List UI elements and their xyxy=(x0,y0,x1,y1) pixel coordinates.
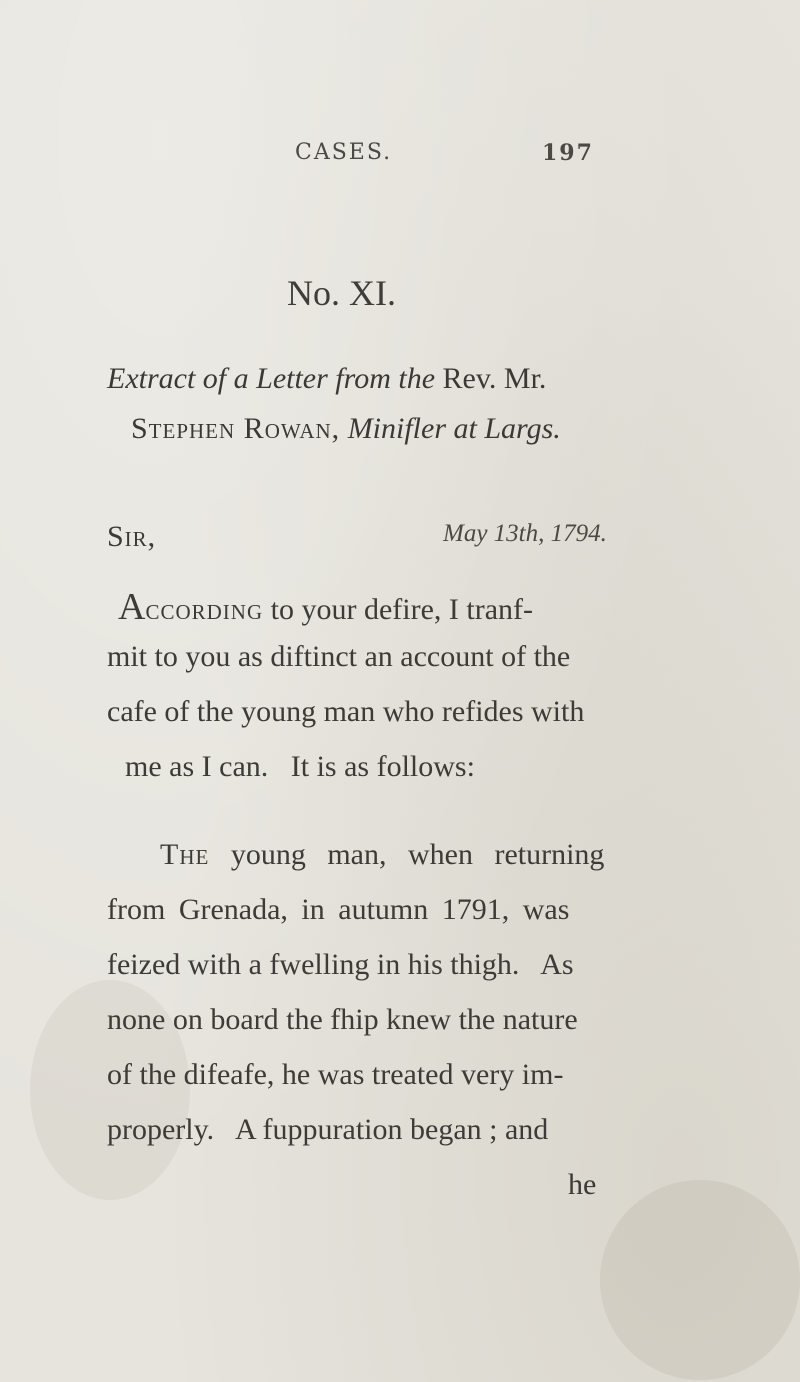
paragraph-2-line-2: from Grenada, in autumn 1791, was xyxy=(107,893,570,926)
paragraph-1-line-4: me as I can. It is as follows: xyxy=(125,750,475,783)
paragraph-2-line-5: of the difeafe, he was treated very im- xyxy=(107,1058,564,1091)
salutation: Sir, xyxy=(107,520,157,553)
paragraph-2-line-3: feized with a fwelling in his thigh. As xyxy=(107,948,574,981)
heading-line-1 xyxy=(107,362,546,396)
line-text: to your defire, I tranf- xyxy=(270,593,534,626)
author-name: Stephen Rowan, xyxy=(131,412,341,445)
case-number: No. XI. xyxy=(287,273,396,313)
heading-italic-text: Extract of a Letter from the xyxy=(107,362,436,395)
line-text: young man, when returning xyxy=(230,838,605,871)
paragraph-1-line-3: cafe of the young man who refides with xyxy=(107,695,585,728)
paragraph-2-line-6: properly. A fuppuration began ; and xyxy=(107,1113,549,1146)
drop-letter: A xyxy=(118,586,146,628)
paragraph-1-line-1 xyxy=(118,585,533,629)
paragraph-2-line-4: none on board the fhip knew the nature xyxy=(107,1003,578,1036)
catchword: he xyxy=(568,1168,597,1201)
first-word-rest: ccording xyxy=(145,593,264,626)
paper-stain xyxy=(600,1180,800,1380)
first-word: The xyxy=(160,838,210,871)
heading-roman-text: Rev. Mr. xyxy=(442,362,547,395)
paragraph-1-line-2: mit to you as diftinct an account of the xyxy=(107,640,571,673)
running-head-title: CASES. xyxy=(295,140,393,165)
page-number: 197 xyxy=(542,140,594,166)
author-title: Minifler at Largs. xyxy=(347,412,561,445)
letter-date: May 13th, 1794. xyxy=(443,520,607,547)
paragraph-2-line-1 xyxy=(160,838,604,872)
heading-line-2 xyxy=(131,412,561,446)
